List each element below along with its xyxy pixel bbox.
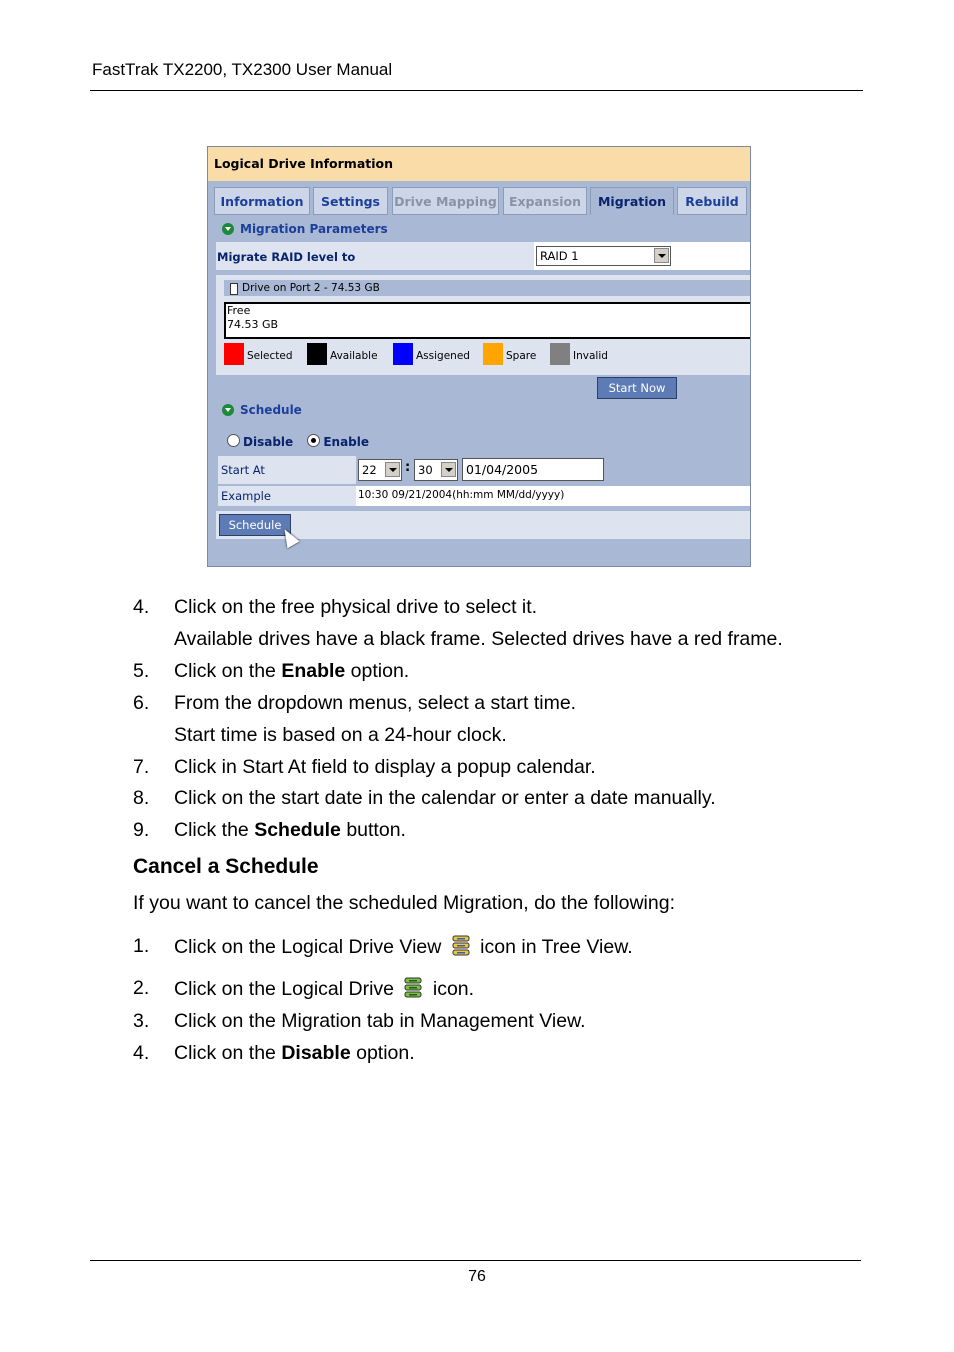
chevron-down-icon	[441, 462, 456, 477]
page-header-title: FastTrak TX2200, TX2300 User Manual	[92, 60, 393, 79]
footer-rule	[90, 1260, 861, 1261]
logical-drive-icon	[403, 977, 423, 999]
header-rule	[90, 90, 863, 91]
tab-expansion[interactable]: Expansion	[503, 187, 587, 215]
example-label-cell	[218, 486, 356, 506]
tab-information[interactable]: Information	[214, 187, 310, 215]
example-value: 10:30 09/21/2004(hh:mm MM/dd/yyyy)	[358, 489, 565, 501]
schedule-button[interactable]: Schedule	[219, 514, 291, 536]
list-item-note: Start time is based on a 24-hour clock.	[174, 724, 507, 746]
chevron-down-icon	[654, 248, 669, 263]
collapse-icon[interactable]	[222, 223, 234, 235]
drive-size-label: 74.53 GB	[227, 318, 279, 331]
tab-rebuild[interactable]: Rebuild	[677, 187, 747, 215]
tab-migration[interactable]: Migration	[590, 187, 674, 215]
drive-icon	[230, 283, 238, 295]
start-at-label-cell	[218, 456, 356, 484]
example-cell	[356, 486, 750, 506]
hour-select[interactable]: 22	[358, 459, 402, 481]
section-intro: If you want to cancel the scheduled Migration, do the following:	[133, 892, 675, 914]
drive-free-label: Free	[227, 304, 251, 317]
section-heading: Cancel a Schedule	[133, 855, 319, 878]
collapse-icon[interactable]	[222, 404, 234, 416]
time-colon: :	[405, 460, 411, 475]
start-at-label: Start At	[221, 463, 265, 477]
tab-settings[interactable]: Settings	[313, 187, 388, 215]
tab-drive-mapping[interactable]: Drive Mapping	[392, 187, 499, 215]
schedule-radios	[227, 434, 369, 449]
start-now-button[interactable]: Start Now	[597, 377, 677, 399]
logical-drive-panel: Logical Drive Information Information Settings Drive Mapping Expansion Migration Rebuild Migration Parameters Migrate RAID level to RAID 1 Drive on Port 2 - 74.53 GB Free 74.53 GB Selected Available Assigened Spare Invalid Start Now Schedule Disable Enable Start At 22 : 30 01/04/2005 Example 10:30 09/21/2004(hh:mm MM/dd/yyyy) Schedule	[207, 146, 751, 567]
example-label: Example	[221, 489, 271, 503]
migration-parameters-heading: Migration Parameters	[222, 222, 388, 236]
minute-select[interactable]: 30	[414, 459, 458, 481]
radio-checked-icon	[307, 434, 320, 447]
drive-title-bar: Drive on Port 2 - 74.53 GB	[224, 280, 750, 296]
disable-radio[interactable]: Disable	[227, 435, 293, 449]
start-date-field[interactable]: 01/04/2005	[462, 458, 604, 481]
logical-drive-view-icon	[451, 935, 471, 957]
page-number: 76	[468, 1268, 486, 1285]
enable-radio[interactable]: Enable	[307, 435, 369, 449]
panel-title: Logical Drive Information	[208, 147, 750, 181]
list-item-note: Available drives have a black frame. Selected drives have a red frame.	[174, 628, 783, 650]
radio-icon	[227, 434, 240, 447]
physical-drive[interactable]	[224, 302, 751, 339]
schedule-heading: Schedule	[222, 403, 302, 417]
raid-level-select[interactable]: RAID 1	[536, 246, 671, 266]
chevron-down-icon	[385, 462, 400, 477]
migrate-label: Migrate RAID level to	[217, 250, 356, 264]
